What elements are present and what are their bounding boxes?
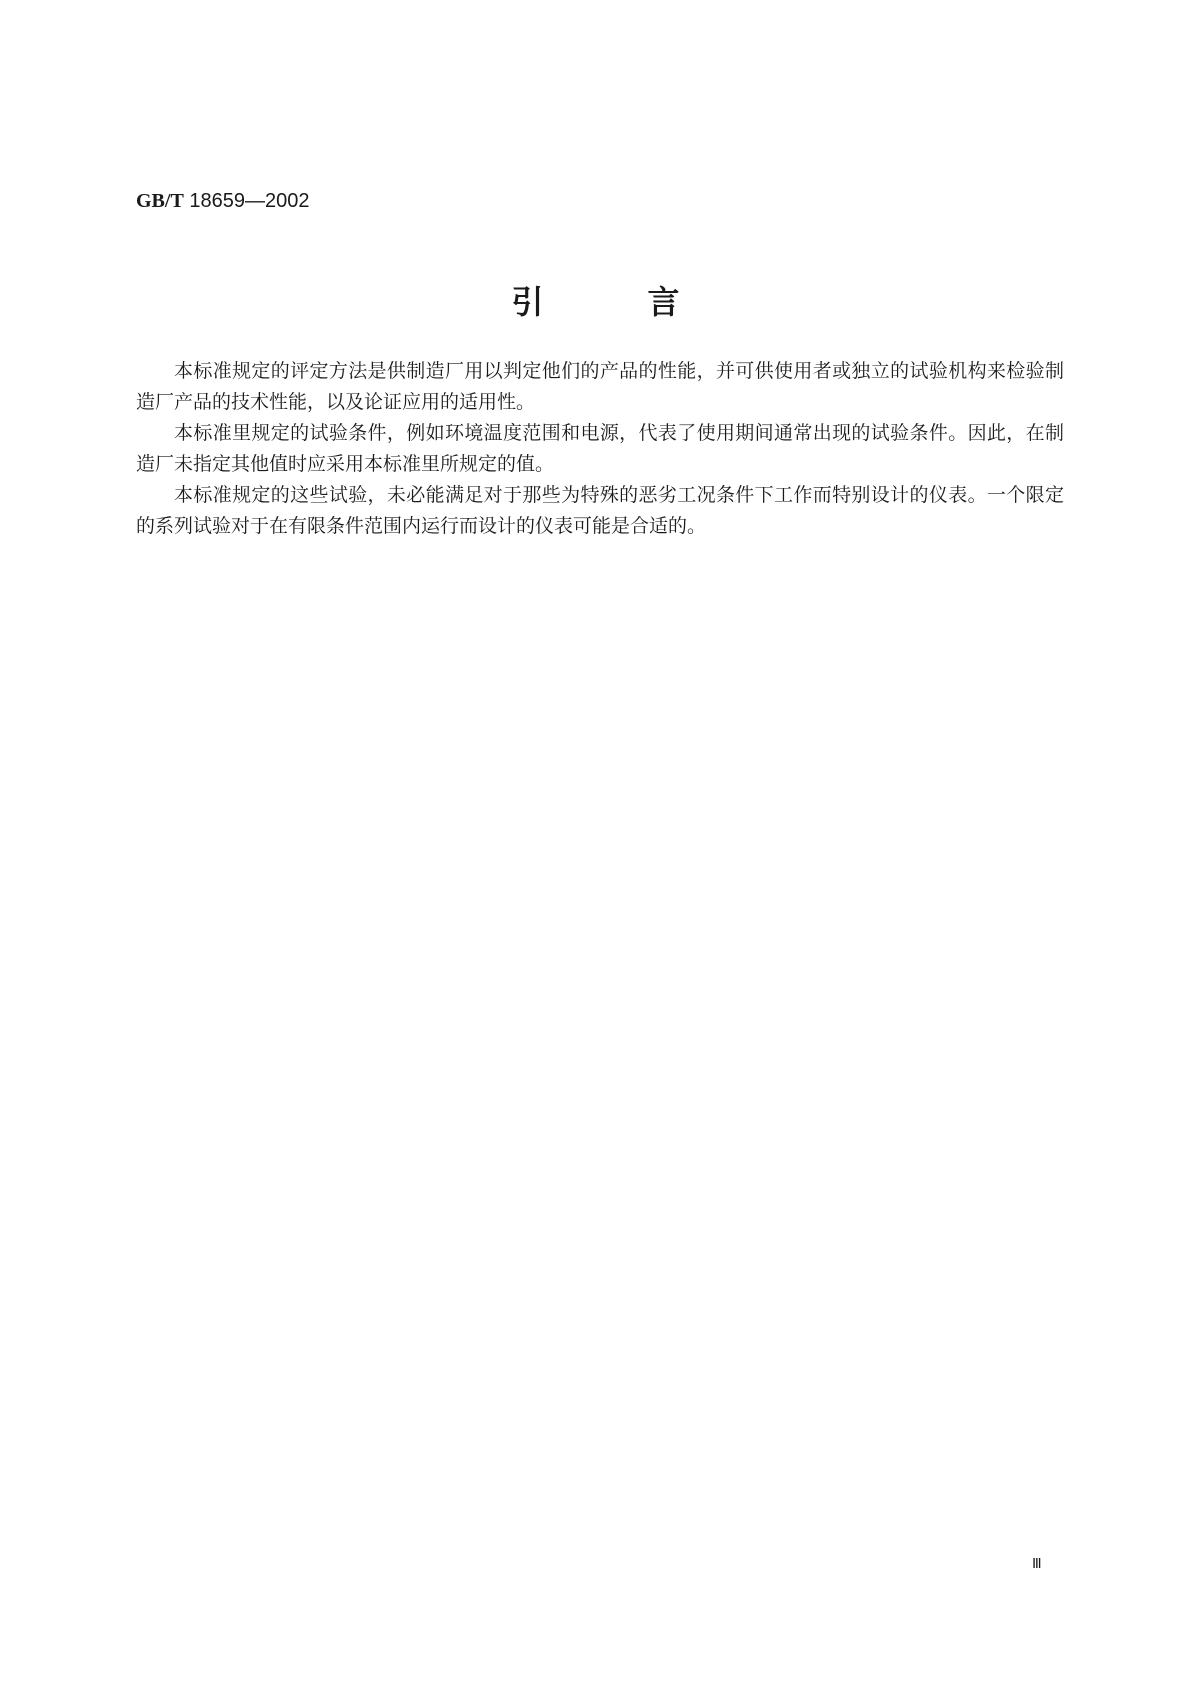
paragraph-1: 本标准规定的评定方法是供制造厂用以判定他们的产品的性能，并可供使用者或独立的试验机构来检验制造厂产品的技术性能，以及论证应用的适用性。 (136, 360, 1064, 413)
page-number: Ⅲ (1032, 1557, 1042, 1572)
paragraph-3: 本标准规定的这些试验，未必能满足对于那些为特殊的恶劣工况条件下工作而特别设计的仪表。一个限定的系列试验对于在有限条件范围内运行而设计的仪表可能是合适的。 (136, 484, 1064, 537)
introduction-body (136, 356, 1064, 542)
title-char-1: 引 (511, 283, 544, 321)
standard-year-number: 18659—2002 (183, 190, 310, 212)
standard-number (136, 188, 309, 213)
page-title (0, 282, 1191, 322)
standard-code: GB/T (136, 190, 184, 212)
paragraph-2: 本标准里规定的试验条件，例如环境温度范围和电源，代表了使用期间通常出现的试验条件。因此，在制造厂未指定其他值时应采用本标准里所规定的值。 (136, 422, 1064, 475)
title-char-2: 言 (647, 283, 680, 321)
